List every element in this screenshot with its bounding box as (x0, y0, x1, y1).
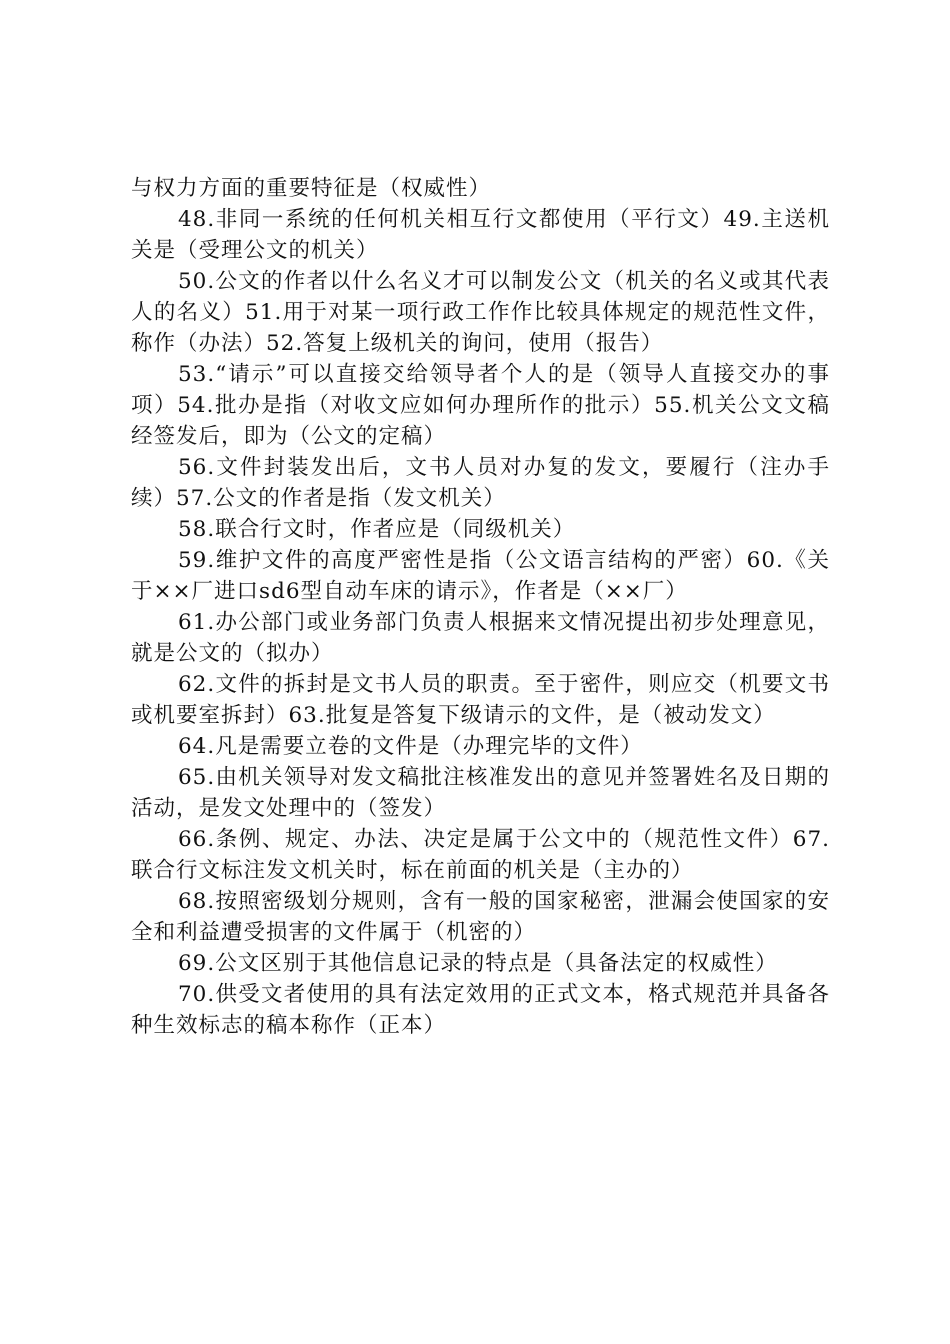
paragraph: 58.联合行文时，作者应是（同级机关） (178, 517, 576, 542)
paragraph: 50.公文的作者以什么名义才可以制发公文（机关的名义或其代表人的名义）51.用于对某一项行政工作作比较具体规定的规范性文件，称作（办法）52.答复上级机关的询问，使用（报告） (131, 269, 830, 356)
document-body (131, 173, 830, 1041)
paragraph: 70.供受文者使用的具有法定效用的正式文本，格式规范并具备各种生效标志的稿本称作（正本） (131, 982, 830, 1038)
paragraph: 53.“请示”可以直接交给领导者个人的是（领导人直接交办的事项）54.批办是指（对收文应如何办理所作的批示）55.机关公文文稿经签发后，即为（公文的定稿） (131, 362, 830, 449)
paragraph: 59.维护文件的高度严密性是指（公文语言结构的严密）60.《关于××厂进口sd6型自动车床的请示》，作者是（××厂） (131, 548, 830, 604)
paragraph: 65.由机关领导对发文稿批注核准发出的意见并签署姓名及日期的活动，是发文处理中的（签发） (131, 765, 830, 821)
paragraph: 62.文件的拆封是文书人员的职责。至于密件，则应交（机要文书或机要室拆封）63.批复是答复下级请示的文件，是（被动发文） (131, 672, 830, 728)
paragraph: 66.条例、规定、办法、决定是属于公文中的（规范性文件）67.联合行文标注发文机关时，标在前面的机关是（主办的） (131, 827, 830, 883)
paragraph: 69.公文区别于其他信息记录的特点是（具备法定的权威性） (178, 951, 778, 976)
paragraph: 与权力方面的重要特征是（权威性） (131, 176, 492, 201)
paragraph: 48.非同一系统的任何机关相互行文都使用（平行文）49.主送机关是（受理公文的机关） (131, 207, 830, 263)
paragraph: 64.凡是需要立卷的文件是（办理完毕的文件） (178, 734, 643, 759)
paragraph: 61.办公部门或业务部门负责人根据来文情况提出初步处理意见，就是公文的（拟办） (131, 610, 830, 666)
paragraph: 56.文件封装发出后，文书人员对办复的发文，要履行（注办手续）57.公文的作者是指（发文机关） (131, 455, 830, 511)
paragraph: 68.按照密级划分规则，含有一般的国家秘密，泄漏会使国家的安全和利益遭受损害的文件属于（机密的） (131, 889, 830, 945)
